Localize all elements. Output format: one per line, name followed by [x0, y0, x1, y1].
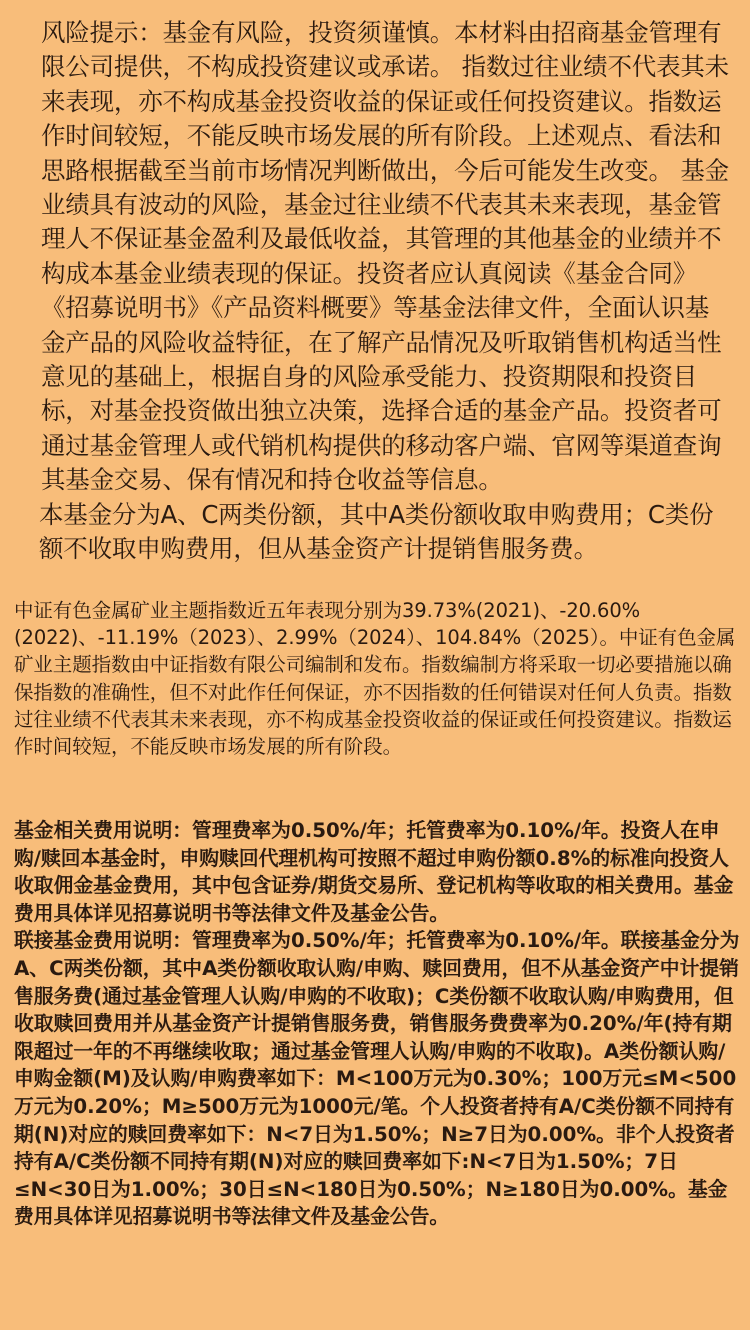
fee-description-block: [14, 817, 742, 1231]
share-class-text: 本基金分为A、C两类份额，其中A类份额收取申购费用；C类份额不收取申购费用，但从基金资产计提销售服务费。: [39, 499, 714, 564]
risk-warning-text: 风险提示：基金有风险，投资须谨慎。本材料由招商基金管理有限公司提供，不构成投资建议或承诺。 指数过往业绩不代表其未来表现，亦不构成基金投资收益的保证或任何投资建议。指数运作时间较短，不能反映市场发展的所有阶段。上述观点、看法和思路根据截至当前市场情况判断做出，今后可能发生改变。 基金业绩具有波动的风险，基金过往业绩不代表其未来表现，基金管理人不保证基金盈利及最低收益，其管理的其他基金的业绩并不构成本基金业绩表现的保证。投资者应认真阅读《基金合同》《招募说明书》《产品资料概要》等基金法律文件，全面认识基金产品的风险收益特征，在了解产品情况及听取销售机构适当性意见的基础上，根据自身的风险承受能力、投资期限和投资目标，对基金投资做出独立决策，选择合适的基金产品。投资者可通过基金管理人或代销机构提供的移动客户端、官网等渠道查询其基金交易、保有情况和持仓收益等信息。: [41, 18, 729, 495]
index-performance-block: [14, 597, 740, 760]
index-performance-text: 中证有色金属矿业主题指数近五年表现分别为39.73%(2021)、-20.60%(2022)、-11.19%（2023）、2.99%（2024）、104.84%（2025）。中证有色金属矿业主题指数由中证指数有限公司编制和发布。指数编制方将采取一切必要措施以确保指数的准确性，但不对此作任何保证，亦不因指数的任何错误对任何人负责。指数过往业绩不代表其未来表现，亦不构成基金投资收益的保证或任何投资建议。指数运作时间较短，不能反映市场发展的所有阶段。: [14, 599, 736, 759]
feeder-fund-fee-text: 联接基金费用说明：管理费率为0.50%/年；托管费率为0.10%/年。联接基金分为A、C两类份额，其中A类份额收取认购/申购、赎回费用，但不从基金资产中计提销售服务费(通过基金管理人认购/申购的不收取)；C类份额不收取认购/申购费用，但收取赎回费用并从基金资产计提销售服务费，销售服务费费率为0.20%/年(持有期限超过一年的不再继续收取；通过基金管理人认购/申购的不收取)。A类份额认购/申购金额(M)及认购/申购费率如下：M<100万元为0.30%；100万元≤M<500万元为0.20%；M≥500万元为1000元/笔。个人投资者持有A/C类份额不同持有期(N)对应的赎回费率如下：N<7日为1.50%；N≥7日为0.00%。非个人投资者持有A/C类份额不同持有期(N)对应的赎回费率如下:N<7日为1.50%；7日≤N<30日为1.00%；30日≤N<180日为0.50%；N≥180日为0.00%。基金费用具体详见招募说明书等法律文件及基金公告。: [14, 929, 740, 1229]
risk-warning-block: [41, 16, 731, 567]
fund-fee-text: 基金相关费用说明：管理费率为0.50%/年；托管费率为0.10%/年。投资人在申购/赎回本基金时，申购赎回代理机构可按照不超过申购份额0.8%的标准向投资人收取佣金基金费用，其中包含证券/期货交易所、登记机构等收取的相关费用。基金费用具体详见招募说明书等法律文件及基金公告。: [14, 819, 734, 925]
